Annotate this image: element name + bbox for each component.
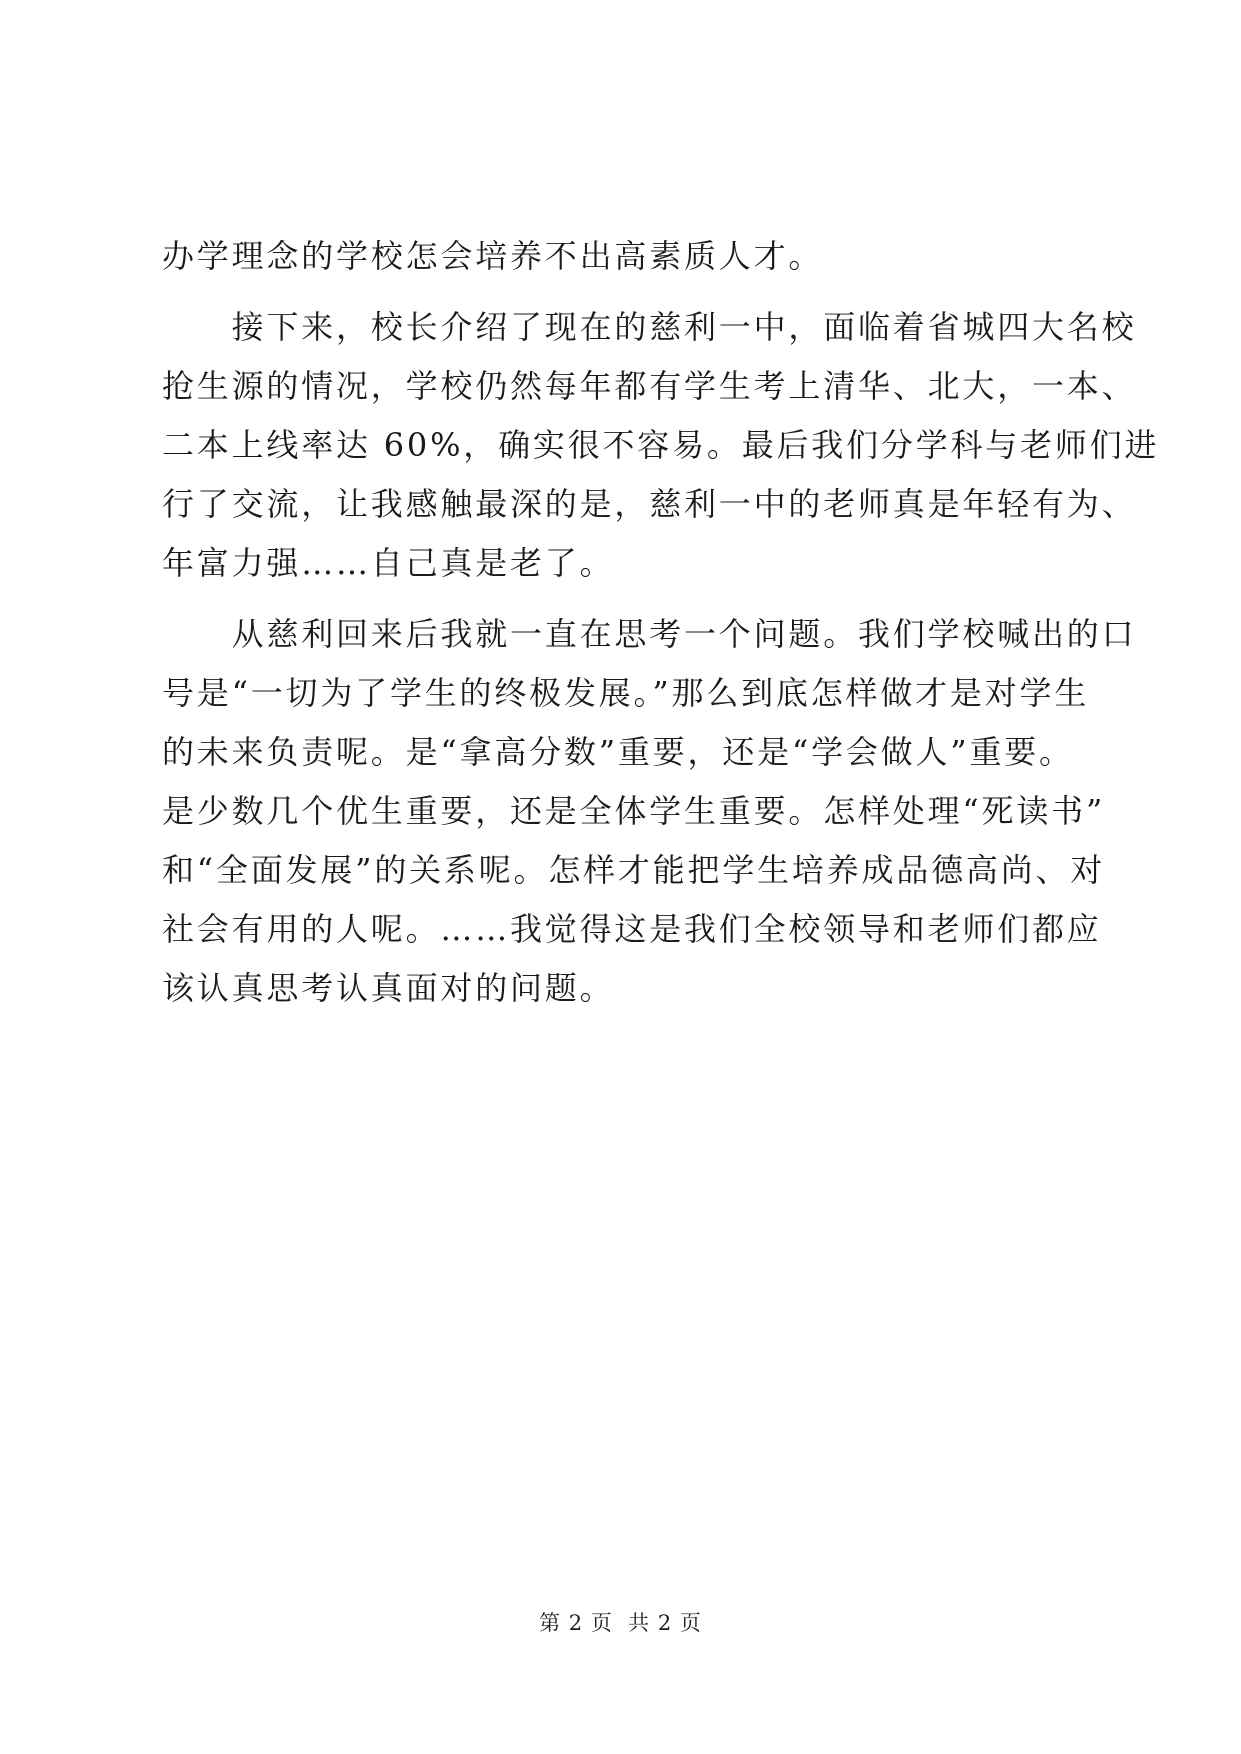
paragraph — [162, 227, 1082, 286]
page-number-label: 第 2 页 共 2 页 — [539, 1611, 702, 1635]
text-line: 抢生源的情况，学校仍然每年都有学生考上清华、北大，一本、 — [162, 367, 1137, 405]
paragraph — [162, 605, 1137, 1018]
text-line: 从慈利回来后我就一直在思考一个问题。我们学校喊出的口 — [162, 615, 1137, 653]
text-line: 社会有用的人呢。……我觉得这是我们全校领导和老师们都应 — [162, 910, 1102, 948]
text-line: 接下来，校长介绍了现在的慈利一中，面临着省城四大名校 — [162, 308, 1137, 346]
text-line: 号是“一切为了学生的终极发展。”那么到底怎样做才是对学生 — [162, 674, 1090, 712]
text-line: 该认真思考认真面对的问题。 — [162, 969, 615, 1007]
text-line: 是少数几个优生重要，还是全体学生重要。怎样处理“死读书” — [162, 792, 1106, 830]
paragraph — [162, 298, 1160, 593]
text-line: 年富力强……自己真是老了。 — [162, 544, 615, 582]
paragraph-spacing — [162, 593, 1082, 605]
text-line: 的未来负责呢。是“拿高分数”重要，还是“学会做人”重要。 — [162, 733, 1074, 771]
text-line: 行了交流，让我感触最深的是，慈利一中的老师真是年轻有为、 — [162, 485, 1137, 523]
text-line: 和“全面发展”的关系呢。怎样才能把学生培养成品德高尚、对 — [162, 851, 1106, 889]
text-line: 办学理念的学校怎会培养不出高素质人才。 — [162, 237, 824, 275]
page-footer — [0, 1608, 1241, 1638]
text-line: 二本上线率达 60%，确实很不容易。最后我们分学科与老师们进 — [162, 426, 1160, 464]
document-body — [162, 227, 1160, 1018]
paragraph-spacing — [162, 286, 1082, 298]
